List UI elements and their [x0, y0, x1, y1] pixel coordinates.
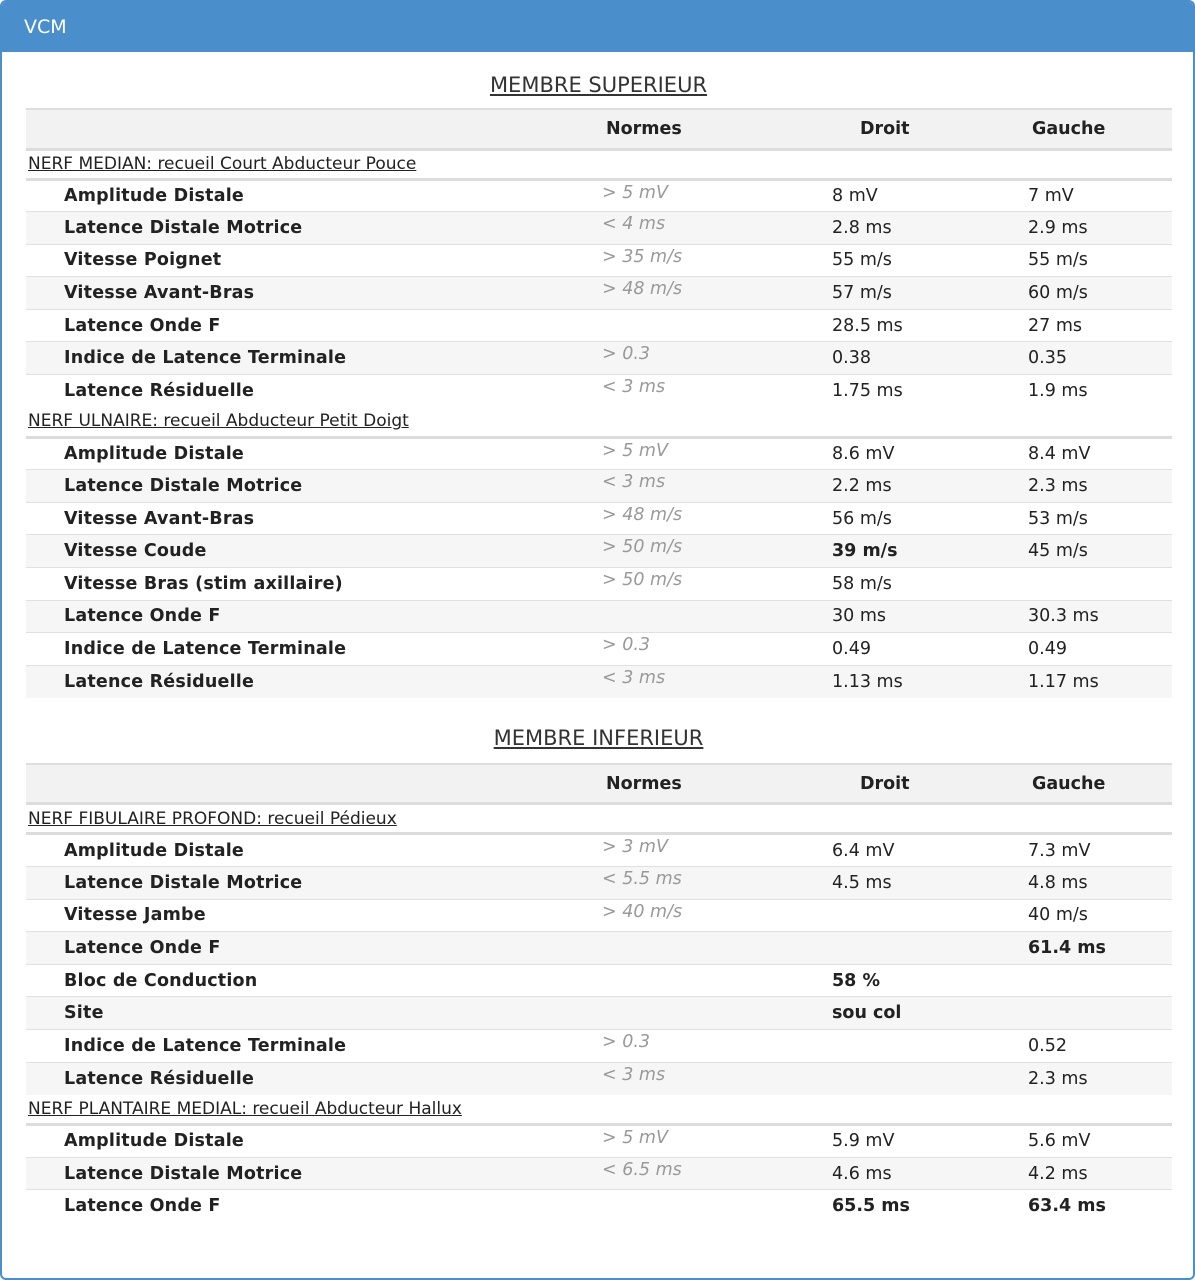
droit-value: 56 m/s: [824, 502, 996, 535]
table-row: [26, 502, 1172, 535]
table-row: [26, 899, 1172, 932]
droit-value: 30 ms: [824, 600, 996, 633]
measure-name: Latence Distale Motrice: [26, 867, 594, 900]
measure-name: Site: [26, 997, 594, 1030]
nerve-heading-row: [26, 149, 1172, 179]
norm-value: < 3 ms: [594, 1062, 824, 1095]
droit-value: 1.75 ms: [824, 375, 996, 408]
droit-value: 58 %: [824, 964, 996, 997]
gauche-value: 61.4 ms: [996, 932, 1172, 965]
table-row: [26, 1062, 1172, 1095]
norm-value: [594, 309, 824, 342]
measure-name: Bloc de Conduction: [26, 964, 594, 997]
table-row: [26, 1125, 1172, 1158]
gauche-value: 1.9 ms: [996, 375, 1172, 408]
droit-value: [824, 1062, 996, 1095]
droit-value: 28.5 ms: [824, 309, 996, 342]
droit-value: 4.5 ms: [824, 867, 996, 900]
gauche-value: 30.3 ms: [996, 600, 1172, 633]
section-title: MEMBRE SUPERIEUR: [489, 73, 708, 97]
panel-content: [2, 69, 1193, 1222]
header-gauche: Gauche: [1032, 773, 1106, 794]
gauche-value: 63.4 ms: [996, 1190, 1172, 1223]
results-table: [26, 763, 1172, 1223]
norm-value: [594, 600, 824, 633]
droit-value: 2.2 ms: [824, 470, 996, 503]
gauche-value: 7.3 mV: [996, 834, 1172, 867]
nerve-heading: NERF ULNAIRE: recueil Abducteur Petit Doigt: [26, 407, 1172, 437]
measure-name: Latence Onde F: [26, 1190, 594, 1223]
table-header-row: [26, 764, 1172, 804]
header-gauche: Gauche: [1032, 118, 1106, 139]
table-row: [26, 1157, 1172, 1190]
norm-value: > 0.3: [594, 1029, 824, 1062]
gauche-value: [996, 964, 1172, 997]
droit-value: [824, 899, 996, 932]
header-normes: Normes: [606, 118, 682, 139]
table-row: [26, 834, 1172, 867]
table-row: [26, 535, 1172, 568]
norm-value: [594, 997, 824, 1030]
norm-value: > 5 mV: [594, 179, 824, 212]
gauche-value: 60 m/s: [996, 277, 1172, 310]
gauche-value: 1.17 ms: [996, 665, 1172, 698]
measure-name: Latence Onde F: [26, 600, 594, 633]
norm-value: < 5.5 ms: [594, 867, 824, 900]
panel-title: VCM: [24, 16, 67, 38]
table-row: [26, 964, 1172, 997]
droit-value: 58 m/s: [824, 568, 996, 601]
gauche-value: 4.8 ms: [996, 867, 1172, 900]
norm-value: < 4 ms: [594, 212, 824, 245]
table-row: [26, 470, 1172, 503]
header-blank: [26, 764, 594, 804]
measure-name: Indice de Latence Terminale: [26, 633, 594, 666]
table-row: [26, 867, 1172, 900]
measure-name: Latence Onde F: [26, 932, 594, 965]
gauche-value: 0.35: [996, 342, 1172, 375]
norm-value: [594, 964, 824, 997]
table-row: [26, 932, 1172, 965]
droit-value: 65.5 ms: [824, 1190, 996, 1223]
gauche-value: 0.49: [996, 633, 1172, 666]
measure-name: Vitesse Avant-Bras: [26, 502, 594, 535]
measure-name: Vitesse Bras (stim axillaire): [26, 568, 594, 601]
table-row: [26, 375, 1172, 408]
droit-value: 57 m/s: [824, 277, 996, 310]
nerve-group: [26, 804, 1172, 1095]
table-row: [26, 1190, 1172, 1223]
measure-name: Amplitude Distale: [26, 834, 594, 867]
header-normes: Normes: [606, 773, 682, 794]
header-droit: Droit: [860, 118, 910, 139]
header-droit: Droit: [860, 773, 910, 794]
gauche-value: 0.52: [996, 1029, 1172, 1062]
droit-value: [824, 1029, 996, 1062]
table-row: [26, 437, 1172, 470]
table-row: [26, 997, 1172, 1030]
table-row: [26, 277, 1172, 310]
droit-value: 55 m/s: [824, 244, 996, 277]
norm-value: > 3 mV: [594, 834, 824, 867]
nerve-heading: NERF MEDIAN: recueil Court Abducteur Pouce: [26, 149, 1172, 179]
norm-value: < 6.5 ms: [594, 1157, 824, 1190]
droit-value: 0.49: [824, 633, 996, 666]
measure-name: Latence Résiduelle: [26, 1062, 594, 1095]
measure-name: Amplitude Distale: [26, 179, 594, 212]
measure-name: Vitesse Jambe: [26, 899, 594, 932]
norm-value: < 3 ms: [594, 665, 824, 698]
table-row: [26, 1029, 1172, 1062]
droit-value: 4.6 ms: [824, 1157, 996, 1190]
droit-value: 2.8 ms: [824, 212, 996, 245]
nerve-heading: NERF PLANTAIRE MEDIAL: recueil Abducteur Hallux: [26, 1095, 1172, 1125]
gauche-value: 40 m/s: [996, 899, 1172, 932]
measure-name: Latence Distale Motrice: [26, 212, 594, 245]
gauche-value: 7 mV: [996, 179, 1172, 212]
table-row: [26, 600, 1172, 633]
nerve-heading-row: [26, 1095, 1172, 1125]
measure-name: Latence Distale Motrice: [26, 470, 594, 503]
table-row: [26, 568, 1172, 601]
table-row: [26, 342, 1172, 375]
table-header-row: [26, 109, 1172, 149]
norm-value: < 3 ms: [594, 375, 824, 408]
table-row: [26, 665, 1172, 698]
gauche-value: 8.4 mV: [996, 437, 1172, 470]
gauche-value: [996, 997, 1172, 1030]
norm-value: > 40 m/s: [594, 899, 824, 932]
droit-value: 5.9 mV: [824, 1125, 996, 1158]
table-row: [26, 633, 1172, 666]
norm-value: > 5 mV: [594, 437, 824, 470]
norm-value: [594, 1190, 824, 1223]
gauche-value: 2.3 ms: [996, 470, 1172, 503]
measure-name: Indice de Latence Terminale: [26, 1029, 594, 1062]
table-row: [26, 244, 1172, 277]
gauche-value: 5.6 mV: [996, 1125, 1172, 1158]
gauche-value: 2.3 ms: [996, 1062, 1172, 1095]
panel-header: [2, 2, 1193, 52]
droit-value: 6.4 mV: [824, 834, 996, 867]
droit-value: 0.38: [824, 342, 996, 375]
norm-value: > 50 m/s: [594, 535, 824, 568]
droit-value: 8 mV: [824, 179, 996, 212]
nerve-heading-row: [26, 407, 1172, 437]
gauche-value: 55 m/s: [996, 244, 1172, 277]
nerve-group: [26, 407, 1172, 698]
norm-value: > 5 mV: [594, 1125, 824, 1158]
droit-value: 39 m/s: [824, 535, 996, 568]
measure-name: Latence Résiduelle: [26, 375, 594, 408]
gauche-value: 2.9 ms: [996, 212, 1172, 245]
measure-name: Indice de Latence Terminale: [26, 342, 594, 375]
measure-name: Vitesse Poignet: [26, 244, 594, 277]
measure-name: Latence Distale Motrice: [26, 1157, 594, 1190]
gauche-value: 27 ms: [996, 309, 1172, 342]
nerve-group: [26, 1095, 1172, 1223]
header-blank: [26, 109, 594, 149]
norm-value: > 48 m/s: [594, 277, 824, 310]
nerve-heading: NERF FIBULAIRE PROFOND: recueil Pédieux: [26, 804, 1172, 834]
norm-value: > 35 m/s: [594, 244, 824, 277]
nerve-heading-row: [26, 804, 1172, 834]
droit-value: 8.6 mV: [824, 437, 996, 470]
measure-name: Latence Onde F: [26, 309, 594, 342]
droit-value: sou col: [824, 997, 996, 1030]
measure-name: Amplitude Distale: [26, 1125, 594, 1158]
measure-name: Vitesse Coude: [26, 535, 594, 568]
norm-value: > 0.3: [594, 633, 824, 666]
norm-value: > 48 m/s: [594, 502, 824, 535]
table-row: [26, 309, 1172, 342]
droit-value: [824, 932, 996, 965]
section-title: MEMBRE INFERIEUR: [493, 725, 704, 750]
norm-value: > 50 m/s: [594, 568, 824, 601]
table-row: [26, 179, 1172, 212]
measure-name: Vitesse Avant-Bras: [26, 277, 594, 310]
gauche-value: 53 m/s: [996, 502, 1172, 535]
measure-name: Latence Résiduelle: [26, 665, 594, 698]
gauche-value: 45 m/s: [996, 535, 1172, 568]
norm-value: [594, 932, 824, 965]
gauche-value: 4.2 ms: [996, 1157, 1172, 1190]
norm-value: < 3 ms: [594, 470, 824, 503]
results-table: [26, 108, 1172, 698]
gauche-value: [996, 568, 1172, 601]
nerve-group: [26, 149, 1172, 407]
table-row: [26, 212, 1172, 245]
norm-value: > 0.3: [594, 342, 824, 375]
droit-value: 1.13 ms: [824, 665, 996, 698]
measure-name: Amplitude Distale: [26, 437, 594, 470]
